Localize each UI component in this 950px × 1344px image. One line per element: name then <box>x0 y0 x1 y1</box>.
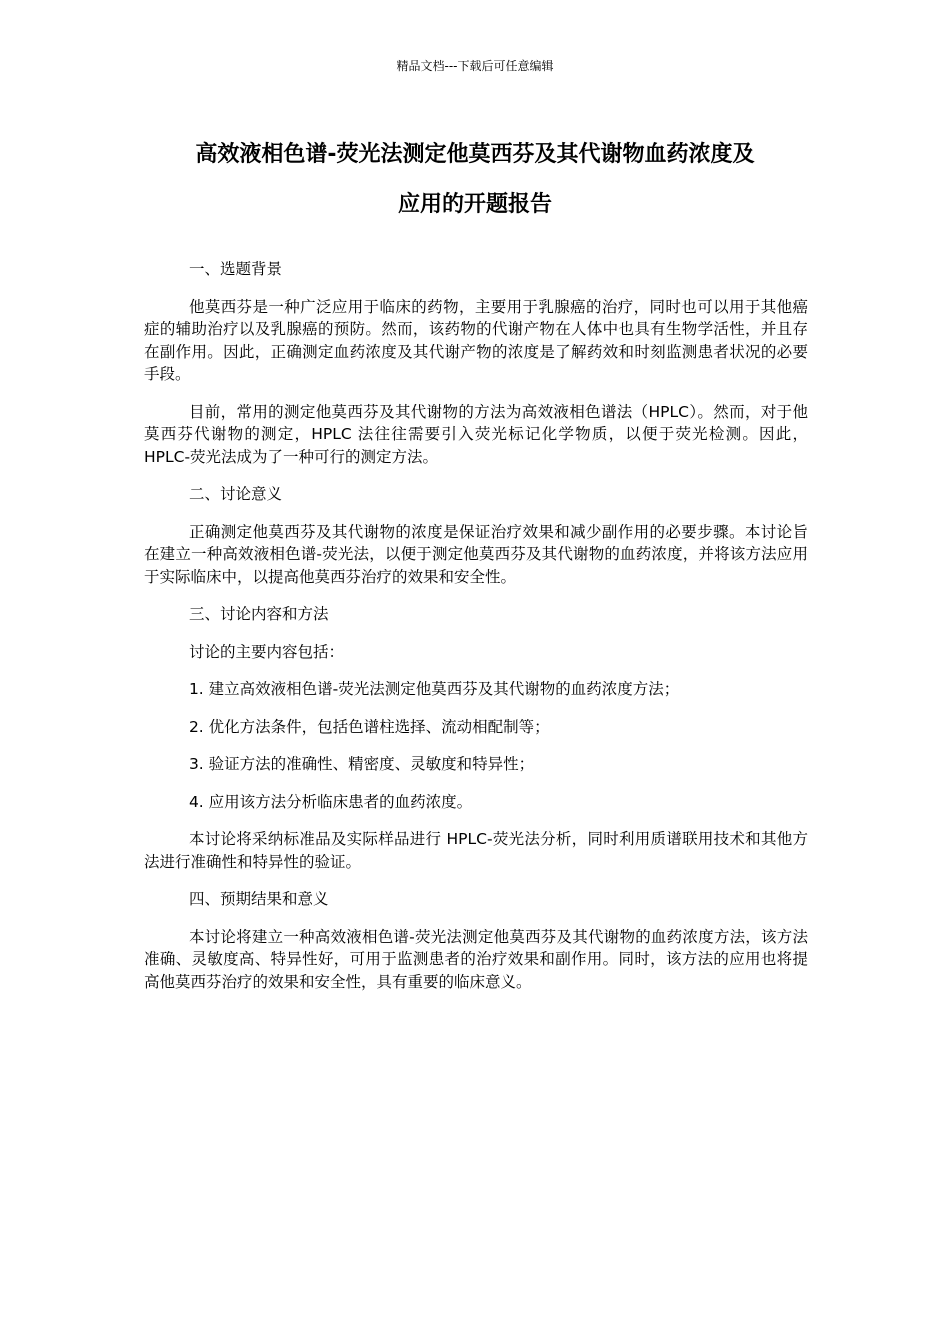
section-heading-background: 一、选题背景 <box>188 260 282 278</box>
section-heading-significance: 二、讨论意义 <box>188 485 282 503</box>
paragraph-expected-results: 本讨论将建立一种高效液相色谱-荧光法测定他莫西芬及其代谢物的血药浓度方法，该方法准确、灵敏度高、特异性好，可用于监测患者的治疗效果和副作用。同时，该方法的应用也将提高他莫西芬治疗的效果和安全性，具有重要的临床意义。 <box>144 927 808 991</box>
title-line-2: 应用的开题报告 <box>397 192 552 217</box>
paragraph-background-2: 目前，常用的测定他莫西芬及其代谢物的方法为高效液相色谱法（HPLC）。然而，对于他莫西芬代谢物的测定，HPLC 法往往需要引入荧光标记化学物质，以便于荧光检测。因此，HPLC-荧光法成为了一种可行的测定方法。 <box>144 402 808 466</box>
paragraph-significance: 正确测定他莫西芬及其代谢物的浓度是保证治疗效果和减少副作用的必要步骤。本讨论旨在建立一种高效液相色谱-荧光法，以便于测定他莫西芬及其代谢物的血药浓度，并将该方法应用于实际临床中，以提高他莫西芬治疗的效果和安全性。 <box>144 522 808 586</box>
list-item: 4. 应用该方法分析临床患者的血药浓度。 <box>188 792 473 811</box>
paragraph-methods: 本讨论将采纳标准品及实际样品进行 HPLC-荧光法分析，同时利用质谱联用技术和其他方法进行准确性和特异性的验证。 <box>144 830 808 871</box>
document-title <box>130 130 820 230</box>
list-item: 2. 优化方法条件，包括色谱柱选择、流动相配制等； <box>188 717 550 736</box>
document-body <box>144 258 808 1008</box>
content-intro: 讨论的主要内容包括： <box>188 642 344 661</box>
paragraph-background-1: 他莫西芬是一种广泛应用于临床的药物，主要用于乳腺癌的治疗，同时也可以用于其他癌症的辅助治疗以及乳腺癌的预防。然而，该药物的代谢产物在人体中也具有生物学活性，并且存在副作用。因此，正确测定血药浓度及其代谢产物的浓度是了解药效和时刻监测患者状况的必要手段。 <box>144 297 808 383</box>
section-heading-content-methods: 三、讨论内容和方法 <box>188 605 329 623</box>
header-note: 精品文档---下载后可任意编辑 <box>396 59 554 73</box>
list-item: 1. 建立高效液相色谱-荧光法测定他莫西芬及其代谢物的血药浓度方法； <box>188 680 680 698</box>
list-item: 3. 验证方法的准确性、精密度、灵敏度和特异性； <box>188 755 535 773</box>
title-line-1: 高效液相色谱-荧光法测定他莫西芬及其代谢物血药浓度及 <box>195 142 755 167</box>
section-heading-expected-results: 四、预期结果和意义 <box>188 890 329 908</box>
